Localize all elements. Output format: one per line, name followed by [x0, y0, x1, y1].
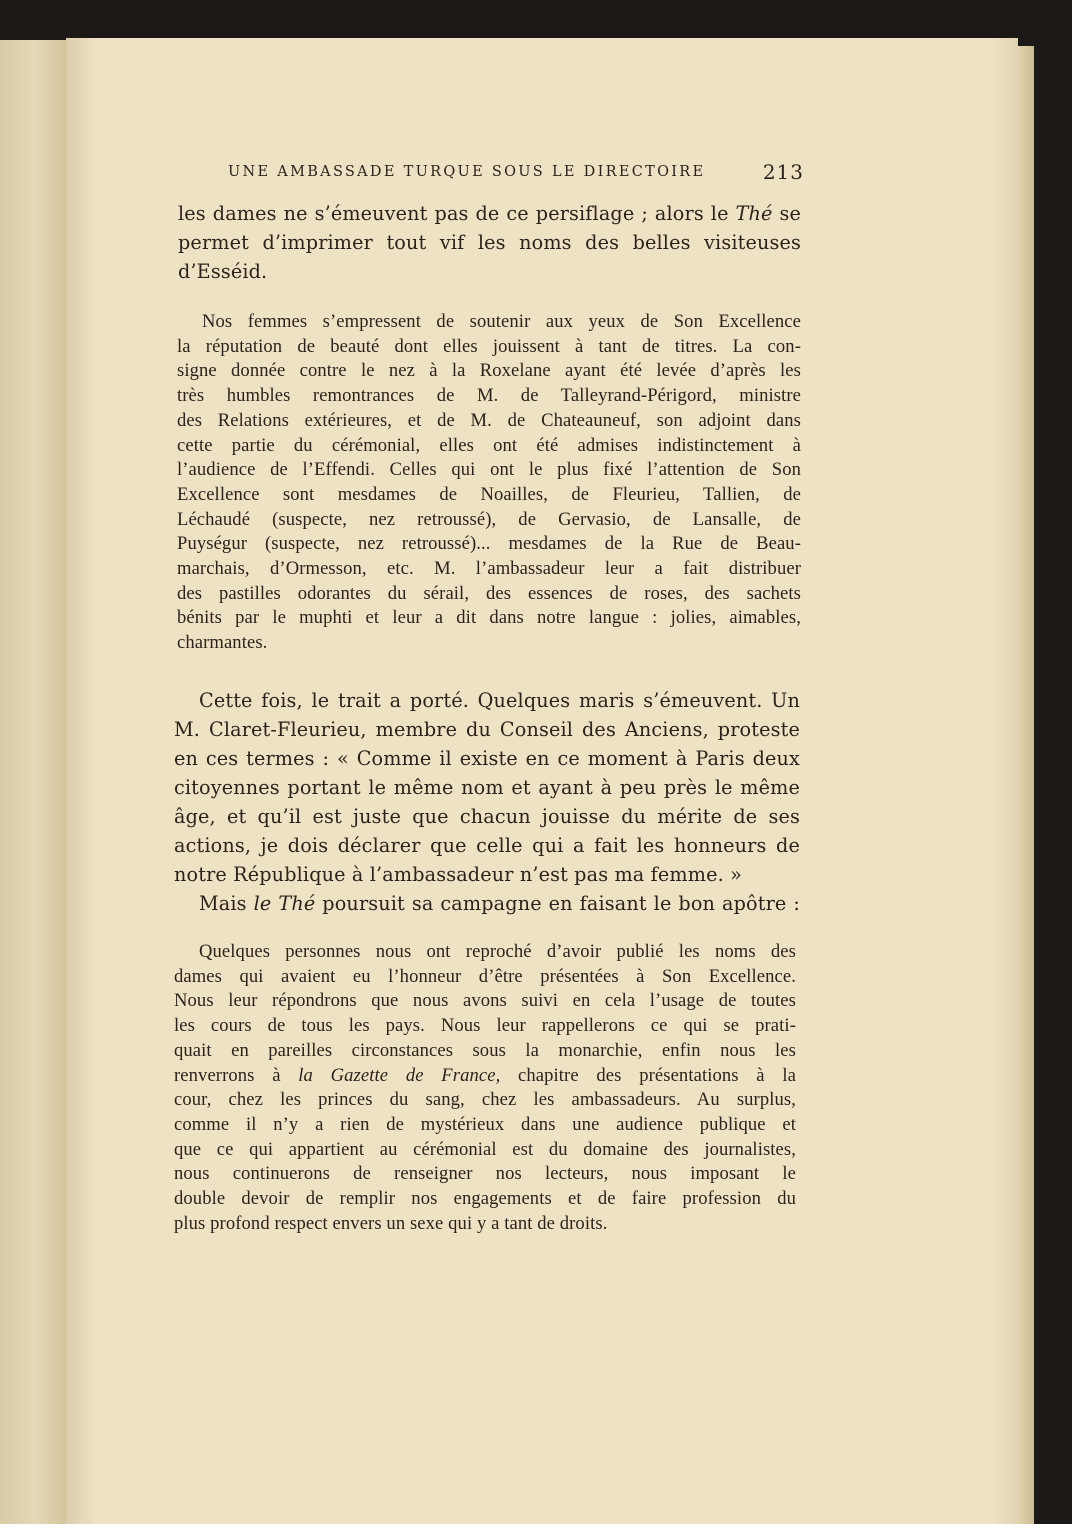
text-line: l’audience de l’Effendi. Celles qui ont le plus fixé l’attention de Son: [177, 459, 801, 481]
text-line: cour, chez les princes du sang, chez les ambassadeurs. Au surplus,: [174, 1089, 796, 1111]
text-line: citoyennes portant le même nom et ayant à peu près le même: [174, 776, 800, 799]
text-span: les dames ne s’émeuvent pas de ce persiflage ; alors le: [178, 202, 736, 225]
text-line: charmantes.: [177, 632, 268, 654]
text-line: d’Esséid.: [178, 260, 268, 283]
text-line: notre République à l’ambassadeur n’est pas ma femme. »: [174, 863, 742, 886]
text-line: Quelques personnes nous ont reproché d’avoir publié les noms des: [199, 941, 796, 962]
text-line: Léchaudé (suspecte, nez retroussé), de Gervasio, de Lansalle, de: [177, 508, 801, 530]
text-line: des pastilles odorantes du sérail, des essences de roses, des sachets: [177, 582, 801, 604]
text-line: Nos femmes s’empressent de soutenir aux yeux de Son Excellence: [202, 311, 801, 332]
text-line: en ces termes : « Comme il existe en ce moment à Paris deux: [174, 747, 800, 770]
text-line: comme il n’y a rien de mystérieux dans une audience publique et: [174, 1113, 796, 1135]
running-title: UNE AMBASSADE TURQUE SOUS LE DIRECTOIRE: [228, 164, 706, 180]
text-line: actions, je dois déclarer que celle qui a fait les honneurs de: [174, 834, 800, 857]
italic-title: le Thé: [253, 892, 316, 915]
text-line: Nous leur répondrons que nous avons suivi en cela l’usage de toutes: [174, 990, 796, 1012]
text-line: Excellence sont mesdames de Noailles, de Fleurieu, Tallien, de: [177, 483, 801, 505]
text-span: se: [772, 202, 801, 225]
text-line: marchais, d’Ormesson, etc. M. l’ambassadeur leur a fait distribuer: [177, 558, 801, 580]
text-line: M. Claret-Fleurieu, membre du Conseil des Anciens, proteste: [174, 718, 800, 741]
quotation-1: [177, 310, 801, 656]
text-span: Mais: [199, 892, 254, 915]
quotation-2: [174, 940, 796, 1236]
text-line: dames qui avaient eu l’honneur d’être présentées à Son Excellence.: [174, 965, 796, 987]
text-line: [174, 1064, 796, 1089]
text-line: permet d’imprimer tout vif les noms des belles visiteuses: [178, 231, 801, 254]
text-line: âge, et qu’il est juste que chacun jouisse du mérite de ses: [174, 805, 800, 828]
text-line: que ce qui appartient au cérémonial est du domaine des journalistes,: [174, 1138, 796, 1160]
italic-title: la Gazette de France,: [298, 1064, 501, 1086]
text-line: Puységur (suspecte, nez retroussé)... mesdames de la Rue de Beau-: [177, 533, 801, 555]
text-line: plus profond respect envers un sexe qui y a tant de droits.: [174, 1212, 608, 1234]
page-stack-edge: [1018, 46, 1034, 1524]
text-line: des Relations extérieures, et de M. de Chateauneuf, son adjoint dans: [177, 409, 801, 431]
text-line: les cours de tous les pays. Nous leur rappellerons ce qui se prati-: [174, 1015, 796, 1037]
text-line: bénits par le muphti et leur a dit dans notre langue : jolies, aimables,: [177, 607, 801, 629]
text-line: Cette fois, le trait a porté. Quelques maris s’émeuvent. Un: [199, 689, 800, 712]
paragraph-2: [174, 686, 800, 918]
text-line: signe donnée contre le nez à la Roxelane ayant été levée d’après les: [177, 360, 801, 382]
text-span: renverrons à: [174, 1064, 299, 1086]
text-line: [174, 889, 800, 918]
text-line: double devoir de remplir nos engagements et de faire profession du: [174, 1188, 796, 1210]
text-line: cette partie du cérémonial, elles ont été admises indistinctement à: [177, 434, 801, 456]
text-line: la réputation de beauté dont elles jouissent à tant de titres. La con-: [177, 335, 801, 357]
text-line: très humbles remontrances de M. de Talleyrand-Périgord, ministre: [177, 385, 801, 407]
page-header: [228, 162, 804, 186]
facing-page-edge: [0, 40, 72, 1524]
text-line: quait en pareilles circonstances sous la monarchie, enfin nous les: [174, 1039, 796, 1061]
italic-title: Thé: [735, 202, 773, 225]
text-line: [178, 199, 801, 228]
text-line: nous continuerons de renseigner nos lecteurs, nous imposant le: [174, 1163, 796, 1185]
page-number: 213: [762, 160, 804, 184]
text-span: poursuit sa campagne en faisant le bon apôtre :: [315, 892, 800, 915]
paragraph-1: [178, 199, 801, 286]
text-span: chapitre des présentations à la: [500, 1064, 796, 1086]
